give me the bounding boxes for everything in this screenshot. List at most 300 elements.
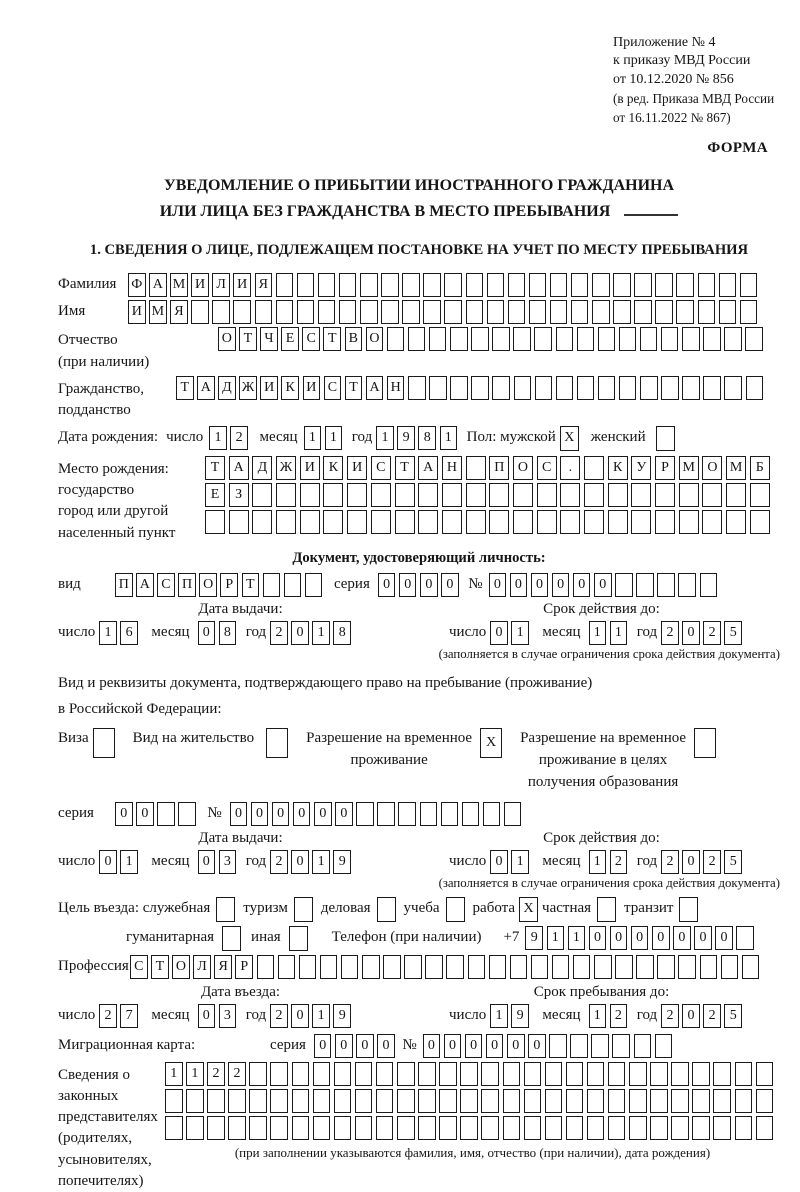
migration-card-row xyxy=(58,1034,780,1058)
char-box xyxy=(462,802,480,826)
birth-place-row2-field[interactable] xyxy=(205,483,774,507)
char-box: 0 xyxy=(136,802,154,826)
char-box: 9 xyxy=(397,426,415,450)
citizenship-label-line2: подданство xyxy=(58,402,131,419)
purpose-tourism-checkbox[interactable] xyxy=(294,897,313,922)
char-box: 1 xyxy=(304,426,322,450)
char-box xyxy=(655,510,675,534)
char-box: 2 xyxy=(228,1062,246,1086)
purpose-official-checkbox[interactable] xyxy=(216,897,235,922)
entry-month-field[interactable] xyxy=(198,1004,240,1028)
char-box: 2 xyxy=(661,850,679,874)
char-box: 0 xyxy=(441,573,459,597)
char-box: 2 xyxy=(661,1004,679,1028)
char-box: 0 xyxy=(589,926,607,950)
char-box xyxy=(347,510,367,534)
char-box xyxy=(566,1089,584,1113)
sex-female-checkbox[interactable] xyxy=(656,426,675,451)
char-box xyxy=(395,483,415,507)
char-box: С xyxy=(324,376,342,400)
char-box: О xyxy=(366,327,384,351)
purpose-other-checkbox[interactable] xyxy=(289,926,308,951)
char-box xyxy=(270,1089,288,1113)
char-box: П xyxy=(489,456,509,480)
char-box xyxy=(408,376,426,400)
char-box xyxy=(592,300,610,324)
char-box xyxy=(545,1089,563,1113)
surname-label: Фамилия xyxy=(58,276,117,293)
char-box xyxy=(524,1116,542,1140)
char-box xyxy=(756,1062,774,1086)
char-box xyxy=(229,510,249,534)
representatives-block xyxy=(58,1062,780,1192)
issue1-month-label: месяц xyxy=(151,623,190,640)
char-box: 0 xyxy=(552,573,570,597)
identity-doc-issue-label: Дата выдачи: xyxy=(198,600,283,617)
char-box xyxy=(489,955,507,979)
char-box xyxy=(492,327,510,351)
expiry1-month-field[interactable] xyxy=(589,621,631,645)
char-box xyxy=(671,1062,689,1086)
char-box: 0 xyxy=(510,573,528,597)
purpose-study-checkbox[interactable] xyxy=(446,897,465,922)
char-box: 3 xyxy=(219,850,237,874)
char-box: А xyxy=(136,573,154,597)
stay-doc-expiry-label: Срок действия до: xyxy=(543,829,660,846)
purpose-private-checkbox[interactable] xyxy=(597,897,616,922)
char-box: 6 xyxy=(120,621,138,645)
char-box xyxy=(514,376,532,400)
temp-residence-edu-label: Разрешение на временное проживание в целях получения образования xyxy=(520,730,687,790)
char-box xyxy=(402,273,420,297)
char-box xyxy=(377,897,396,922)
representatives-note: (при заполнении указываются фамилия, имя, отчество (при наличии), дата рождения) xyxy=(234,1144,711,1160)
char-box xyxy=(503,1062,521,1086)
char-box xyxy=(634,1034,652,1058)
char-box xyxy=(397,1062,415,1086)
char-box xyxy=(550,300,568,324)
char-box: 0 xyxy=(335,802,353,826)
representatives-labels: Сведения о законных представителях (родителях, усыновителях, попечителях) xyxy=(58,1066,158,1190)
purpose-business-checkbox[interactable] xyxy=(377,897,396,922)
char-box xyxy=(508,273,526,297)
char-box: 0 xyxy=(682,621,700,645)
identity-doc-kind-field[interactable] xyxy=(115,573,326,597)
char-box xyxy=(387,327,405,351)
char-box xyxy=(598,376,616,400)
char-box: 5 xyxy=(724,1004,742,1028)
char-box xyxy=(608,1116,626,1140)
char-box: 0 xyxy=(115,802,133,826)
char-box: 8 xyxy=(418,426,436,450)
char-box xyxy=(418,510,438,534)
char-box xyxy=(713,1116,731,1140)
char-box xyxy=(549,1034,567,1058)
patronymic-label-line1: Отчество xyxy=(58,332,118,349)
patronymic-label xyxy=(58,327,218,373)
char-box xyxy=(700,573,718,597)
char-box: С xyxy=(157,573,175,597)
char-box: 0 xyxy=(356,1034,374,1058)
char-box xyxy=(679,897,698,922)
citizenship-label xyxy=(58,376,176,422)
birth-place-labels: Место рождения: государство город или другой населенный пункт xyxy=(58,460,176,541)
expiry2-month-label: месяц xyxy=(542,852,581,869)
identity-doc-series-field[interactable] xyxy=(378,573,462,597)
char-box xyxy=(537,510,557,534)
birth-day-field[interactable] xyxy=(209,426,251,450)
char-box xyxy=(276,510,296,534)
identity-doc-series-label: серия xyxy=(333,575,370,592)
purpose-transit-checkbox[interactable] xyxy=(679,897,698,922)
char-box xyxy=(233,300,251,324)
birth-month-label: месяц xyxy=(259,428,298,445)
char-box xyxy=(560,483,580,507)
char-box xyxy=(529,300,547,324)
char-box: 0 xyxy=(314,802,332,826)
citizenship-field[interactable] xyxy=(176,376,767,400)
section1-heading: 1. СВЕДЕНИЯ О ЛИЦЕ, ПОДЛЕЖАЩЕМ ПОСТАНОВКЕ НА УЧЕТ ПО МЕСТУ ПРЕБЫВАНИЯ xyxy=(89,242,749,259)
char-box xyxy=(450,327,468,351)
ref-line-4: (в ред. Приказа МВД России xyxy=(613,91,775,107)
char-box: 0 xyxy=(444,1034,462,1058)
char-box xyxy=(186,1089,204,1113)
char-box: И xyxy=(260,376,278,400)
char-box: Л xyxy=(212,273,230,297)
temp-residence-checkbox[interactable] xyxy=(480,728,502,758)
entry-date-col xyxy=(58,984,423,1028)
char-box xyxy=(713,1062,731,1086)
char-box xyxy=(222,926,241,951)
until-year-label: год xyxy=(636,1006,658,1023)
stay-doc-expiry-col xyxy=(423,830,780,895)
identity-doc-issue-col xyxy=(58,601,423,666)
stay-doc-series-field[interactable] xyxy=(115,802,199,826)
char-box xyxy=(671,1089,689,1113)
char-box xyxy=(207,1116,225,1140)
given-name-field[interactable] xyxy=(128,300,761,324)
char-box xyxy=(487,273,505,297)
char-box xyxy=(703,376,721,400)
stay-until-col xyxy=(423,984,780,1028)
char-box xyxy=(255,300,273,324)
identity-doc-note: (заполняется в случае ограничения срока действия документа) xyxy=(438,646,780,661)
sex-male-label: Пол: мужской xyxy=(466,428,556,445)
char-box xyxy=(724,327,742,351)
issue1-month-field[interactable] xyxy=(198,621,240,645)
char-box xyxy=(446,955,464,979)
char-box xyxy=(529,273,547,297)
char-box xyxy=(398,802,416,826)
patronymic-label-line2: (при наличии) xyxy=(58,353,150,370)
char-box: X xyxy=(560,426,579,451)
issue2-month-field[interactable] xyxy=(198,850,240,874)
char-box: 1 xyxy=(99,621,117,645)
char-box: X xyxy=(480,728,502,758)
char-box xyxy=(573,955,591,979)
profession-field[interactable] xyxy=(130,955,763,979)
char-box xyxy=(640,327,658,351)
surname-field[interactable] xyxy=(128,273,761,297)
char-box xyxy=(550,273,568,297)
issue2-year-field[interactable] xyxy=(270,850,354,874)
expiry2-month-field[interactable] xyxy=(589,850,631,874)
char-box xyxy=(750,483,770,507)
char-box xyxy=(503,1089,521,1113)
identity-doc-number-field[interactable] xyxy=(489,573,721,597)
char-box: 0 xyxy=(486,1034,504,1058)
issue2-day-label: число xyxy=(58,852,96,869)
char-box xyxy=(492,376,510,400)
birth-day-label: число xyxy=(166,428,204,445)
char-box xyxy=(446,897,465,922)
char-box: 5 xyxy=(724,850,742,874)
char-box: 0 xyxy=(490,621,508,645)
char-box xyxy=(566,1116,584,1140)
entry-year-field[interactable] xyxy=(270,1004,354,1028)
char-box: А xyxy=(229,456,249,480)
char-box xyxy=(671,1116,689,1140)
phone-prefix: +7 xyxy=(503,928,520,945)
representatives-row1-field[interactable] xyxy=(165,1062,780,1086)
birth-year-field[interactable] xyxy=(376,426,460,450)
purpose-work-checkbox[interactable] xyxy=(519,897,538,922)
char-box xyxy=(263,573,281,597)
until-year-field[interactable] xyxy=(661,1004,745,1028)
char-box xyxy=(300,483,320,507)
char-box xyxy=(334,1089,352,1113)
char-box xyxy=(371,510,391,534)
char-box xyxy=(249,1116,267,1140)
char-box: 0 xyxy=(652,926,670,950)
char-box: В xyxy=(345,327,363,351)
char-box xyxy=(423,300,441,324)
char-box xyxy=(442,483,462,507)
char-box xyxy=(292,1116,310,1140)
char-box: 1 xyxy=(312,621,330,645)
stay-doc-dates xyxy=(58,830,780,895)
char-box xyxy=(313,1116,331,1140)
char-box xyxy=(339,300,357,324)
char-box xyxy=(376,1116,394,1140)
char-box: Я xyxy=(214,955,232,979)
stay-doc-number-field[interactable] xyxy=(230,802,525,826)
representatives-row2-field[interactable] xyxy=(165,1089,780,1113)
temp-residence-edu-checkbox[interactable] xyxy=(694,728,716,758)
char-box xyxy=(591,1034,609,1058)
char-box xyxy=(323,483,343,507)
expiry1-day-field[interactable] xyxy=(490,621,532,645)
char-box: И xyxy=(191,273,209,297)
entry-day-field[interactable] xyxy=(99,1004,141,1028)
expiry2-day-field[interactable] xyxy=(490,850,532,874)
char-box xyxy=(334,1062,352,1086)
char-box xyxy=(657,955,675,979)
surname-row xyxy=(58,273,780,297)
char-box xyxy=(402,300,420,324)
stay-doc-number-label: № xyxy=(207,804,222,821)
char-box: Я xyxy=(255,273,273,297)
char-box: 2 xyxy=(610,850,628,874)
purpose-humanitarian-checkbox[interactable] xyxy=(222,926,241,951)
issue2-year-label: год xyxy=(245,852,267,869)
birth-place-row3-field[interactable] xyxy=(205,510,774,534)
char-box: Т xyxy=(176,376,194,400)
char-box xyxy=(355,1089,373,1113)
title-line-2: ИЛИ ЛИЦА БЕЗ ГРАЖДАНСТВА В МЕСТО ПРЕБЫВАНИЯ xyxy=(58,199,780,225)
char-box: П xyxy=(115,573,133,597)
char-box xyxy=(355,1116,373,1140)
document-title xyxy=(58,173,780,224)
char-box xyxy=(360,300,378,324)
char-box xyxy=(383,955,401,979)
char-box: 0 xyxy=(291,621,309,645)
char-box xyxy=(318,273,336,297)
char-box xyxy=(205,510,225,534)
char-box xyxy=(404,955,422,979)
char-box: 2 xyxy=(270,850,288,874)
char-box xyxy=(252,483,272,507)
char-box xyxy=(460,1116,478,1140)
char-box xyxy=(713,1089,731,1113)
char-box xyxy=(471,327,489,351)
char-box: 0 xyxy=(423,1034,441,1058)
char-box xyxy=(556,327,574,351)
char-box: 0 xyxy=(682,1004,700,1028)
char-box xyxy=(466,456,486,480)
char-box: А xyxy=(366,376,384,400)
migration-card-label: Миграционная карта: xyxy=(58,1036,196,1053)
migration-card-number-field[interactable] xyxy=(423,1034,676,1058)
char-box: И xyxy=(233,273,251,297)
issue2-day-field[interactable] xyxy=(99,850,141,874)
residence-permit-checkbox[interactable] xyxy=(266,728,288,758)
ref-line-2: к приказу МВД России xyxy=(613,53,751,69)
visa-checkbox[interactable] xyxy=(93,728,115,758)
until-month-field[interactable] xyxy=(589,1004,631,1028)
patronymic-field[interactable] xyxy=(218,327,766,351)
char-box: Р xyxy=(655,456,675,480)
char-box xyxy=(598,327,616,351)
char-box xyxy=(508,300,526,324)
char-box: 1 xyxy=(312,850,330,874)
expiry1-year-field[interactable] xyxy=(661,621,745,645)
visa-label: Виза xyxy=(58,730,89,747)
ref-line-5: от 16.11.2022 № 867) xyxy=(613,109,731,125)
char-box xyxy=(592,273,610,297)
char-box: 0 xyxy=(507,1034,525,1058)
char-box xyxy=(339,273,357,297)
char-box xyxy=(334,1116,352,1140)
char-box: И xyxy=(303,376,321,400)
char-box xyxy=(552,955,570,979)
char-box xyxy=(682,376,700,400)
char-box xyxy=(682,327,700,351)
char-box: 2 xyxy=(661,621,679,645)
sex-male-checkbox[interactable] xyxy=(560,426,579,451)
char-box: Е xyxy=(281,327,299,351)
char-box xyxy=(613,300,631,324)
char-box: 0 xyxy=(293,802,311,826)
char-box xyxy=(634,273,652,297)
until-day-field[interactable] xyxy=(490,1004,532,1028)
representatives-fields xyxy=(165,1062,780,1161)
char-box xyxy=(726,483,746,507)
char-box: Д xyxy=(218,376,236,400)
char-box xyxy=(629,1116,647,1140)
char-box xyxy=(441,802,459,826)
birth-place-row1-field[interactable] xyxy=(205,456,774,480)
char-box xyxy=(735,1089,753,1113)
char-box xyxy=(631,510,651,534)
char-box: 2 xyxy=(99,1004,117,1028)
char-box xyxy=(408,327,426,351)
char-box xyxy=(655,1034,673,1058)
char-box xyxy=(420,802,438,826)
char-box: М xyxy=(149,300,167,324)
title-line-1: УВЕДОМЛЕНИЕ О ПРИБЫТИИ ИНОСТРАННОГО ГРАЖДАНИНА xyxy=(163,177,675,195)
char-box xyxy=(636,955,654,979)
char-box xyxy=(566,1062,584,1086)
birth-date-row xyxy=(58,426,780,451)
char-box xyxy=(191,300,209,324)
char-box xyxy=(207,1089,225,1113)
temp-residence-option xyxy=(306,728,502,772)
char-box: С xyxy=(130,955,148,979)
char-box xyxy=(266,728,288,758)
char-box xyxy=(466,273,484,297)
representatives-row3-field[interactable] xyxy=(165,1116,780,1140)
char-box xyxy=(418,1116,436,1140)
char-box xyxy=(692,1089,710,1113)
issue1-day-field[interactable] xyxy=(99,621,141,645)
char-box xyxy=(228,1116,246,1140)
expiry2-day-label: число xyxy=(449,852,487,869)
char-box xyxy=(425,955,443,979)
char-box xyxy=(489,483,509,507)
char-box xyxy=(178,802,196,826)
char-box: Ф xyxy=(128,273,146,297)
identity-doc-number-label: № xyxy=(468,575,483,592)
char-box xyxy=(510,955,528,979)
issue1-year-field[interactable] xyxy=(270,621,354,645)
char-box: К xyxy=(323,456,343,480)
citizenship-row xyxy=(58,376,780,422)
char-box: М xyxy=(679,456,699,480)
sex-female-label: женский xyxy=(590,428,646,445)
expiry1-day-label: число xyxy=(449,623,487,640)
char-box: Л xyxy=(193,955,211,979)
char-box xyxy=(276,300,294,324)
expiry2-year-field[interactable] xyxy=(661,850,745,874)
phone-field[interactable] xyxy=(525,926,757,950)
char-box xyxy=(297,273,315,297)
char-box: Т xyxy=(239,327,257,351)
char-box: 2 xyxy=(270,1004,288,1028)
char-box: . xyxy=(560,456,580,480)
migration-card-series-field[interactable] xyxy=(314,1034,398,1058)
char-box: 9 xyxy=(525,926,543,950)
char-box: Т xyxy=(345,376,363,400)
char-box xyxy=(381,300,399,324)
char-box xyxy=(655,483,675,507)
residence-permit-option xyxy=(133,728,288,758)
char-box xyxy=(481,1116,499,1140)
char-box: Ж xyxy=(276,456,296,480)
birth-month-field[interactable] xyxy=(304,426,346,450)
char-box xyxy=(300,510,320,534)
char-box: К xyxy=(281,376,299,400)
